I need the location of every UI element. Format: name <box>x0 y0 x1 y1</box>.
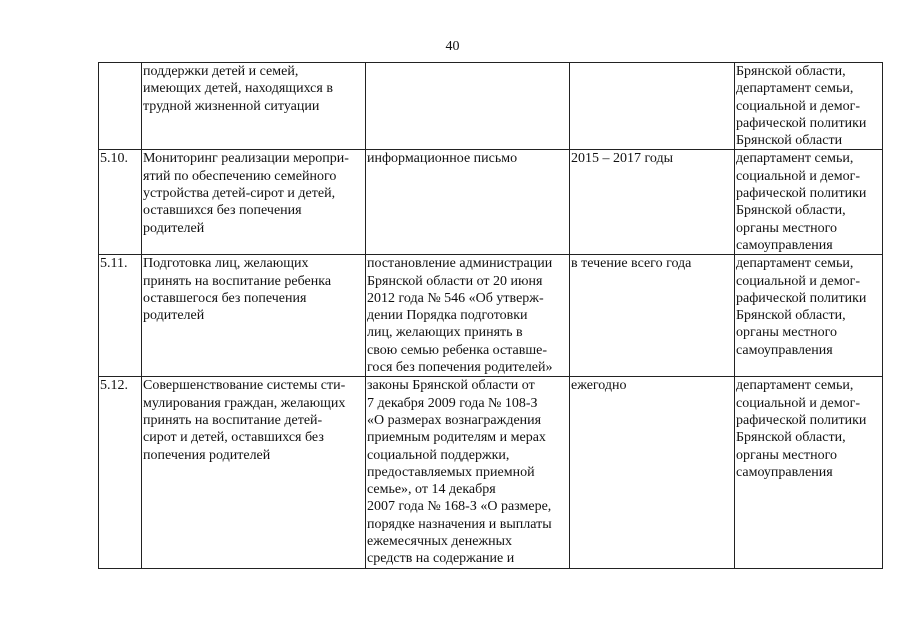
cell-responsible-line: самоуправления <box>736 342 833 358</box>
cell-responsible-line: департамент семьи, <box>736 151 854 167</box>
cell-responsible-line: Брянской области, <box>736 203 846 219</box>
cell-responsible-line: органы местного <box>736 447 837 463</box>
cell-responsible-line: социальной и демог- <box>736 98 860 114</box>
cell-name-line: Совершенствование системы сти- <box>143 378 346 394</box>
cell-number <box>99 377 142 568</box>
cell-responsible-line: социальной и демог- <box>736 395 860 411</box>
cell-term-text: в течение всего года <box>571 256 692 272</box>
cell-document-line: лиц, желающих принять в <box>367 325 523 341</box>
cell-name-line: оставшегося без попечения <box>143 290 307 306</box>
cell-document-line: постановление администрации <box>367 256 553 272</box>
table-row <box>99 63 883 150</box>
cell-responsible-line: Брянской области, <box>736 430 846 446</box>
cell-name-line: сирот и детей, оставшихся без <box>143 430 324 446</box>
cell-document-line: Брянской области от 20 июня <box>367 273 543 289</box>
cell-document-line: 7 декабря 2009 года № 108-З <box>367 395 538 411</box>
cell-responsible-line: департамент семьи, <box>736 256 854 272</box>
cell-document-line: приемным родителям и мерах <box>367 430 546 446</box>
cell-responsible <box>735 255 883 377</box>
cell-document-line: гося без попечения родителей» <box>367 360 553 376</box>
cell-name <box>142 377 366 568</box>
cell-term-text: 2015 – 2017 годы <box>571 151 674 167</box>
cell-name-line: мулирования граждан, желающих <box>143 395 346 411</box>
cell-name-line: Мониторинг реализации меропри- <box>143 151 349 167</box>
cell-document <box>366 150 570 255</box>
cell-name-line: принять на воспитание ребенка <box>143 273 332 289</box>
cell-term <box>570 255 735 377</box>
cell-document-line: социальной поддержки, <box>367 447 510 463</box>
cell-term <box>570 63 735 150</box>
cell-document-line: ежемесячных денежных <box>367 534 513 550</box>
cell-responsible-line: рафической политики <box>736 290 867 306</box>
cell-responsible-line: органы местного <box>736 325 837 341</box>
table-row <box>99 150 883 255</box>
cell-name-line: поддержки детей и семей, <box>143 64 299 79</box>
cell-responsible-line: Брянской области, <box>736 64 846 79</box>
page-number: 40 <box>445 39 460 54</box>
cell-document-line: 2012 года № 546 «Об утверж- <box>367 290 544 306</box>
cell-document <box>366 377 570 568</box>
cell-name-line: трудной жизненной ситуации <box>143 98 320 114</box>
cell-document-line: 2007 года № 168-З «О размере, <box>367 499 552 515</box>
cell-document-line: законы Брянской области от <box>367 378 535 394</box>
cell-responsible-line: Брянской области, <box>736 308 846 324</box>
cell-document-line: дении Порядка подготовки <box>367 308 528 324</box>
cell-name-line: имеющих детей, находящихся в <box>143 81 333 97</box>
cell-name <box>142 255 366 377</box>
cell-term <box>570 150 735 255</box>
cell-term-text: ежегодно <box>571 378 627 394</box>
cell-responsible-line: органы местного <box>736 220 837 236</box>
cell-document-line: средств на содержание и <box>367 551 515 567</box>
cell-responsible-line: самоуправления <box>736 237 833 253</box>
cell-responsible-line: департамент семьи, <box>736 378 854 394</box>
cell-name-line: родителей <box>143 220 205 236</box>
cell-responsible-line: рафической политики <box>736 186 867 202</box>
cell-name-line: ятий по обеспечению семейного <box>143 168 337 184</box>
cell-name-line: устройства детей-сирот и детей, <box>143 186 336 202</box>
cell-responsible-line: социальной и демог- <box>736 168 860 184</box>
cell-number <box>99 150 142 255</box>
cell-name-line: оставшихся без попечения <box>143 203 302 219</box>
cell-name <box>142 150 366 255</box>
cell-number-text: 5.12. <box>100 378 128 394</box>
cell-number <box>99 255 142 377</box>
cell-name <box>142 63 366 150</box>
cell-responsible <box>735 63 883 150</box>
cell-document-line: предоставляемых приемной <box>367 464 535 480</box>
cell-responsible-line: департамент семьи, <box>736 81 854 97</box>
cell-document-line: «О размерах вознаграждения <box>367 412 542 428</box>
cell-responsible-line: рафической политики <box>736 412 867 428</box>
cell-term <box>570 377 735 568</box>
cell-name-line: Подготовка лиц, желающих <box>143 256 309 272</box>
cell-document-line: информационное письмо <box>367 151 518 167</box>
cell-document <box>366 255 570 377</box>
cell-responsible-line: рафической политики <box>736 115 867 131</box>
cell-name-line: родителей <box>143 308 205 324</box>
table-row <box>99 255 883 377</box>
cell-document-line: семье», от 14 декабря <box>367 482 496 498</box>
cell-responsible-line: социальной и демог- <box>736 273 860 289</box>
cell-responsible-line: Брянской области <box>736 133 843 149</box>
measures-table <box>98 62 883 569</box>
table-body <box>99 63 883 569</box>
cell-document-line: свою семью ребенка оставше- <box>367 342 547 358</box>
cell-number-text: 5.10. <box>100 151 128 167</box>
cell-responsible <box>735 150 883 255</box>
cell-number <box>99 63 142 150</box>
cell-document-line: порядке назначения и выплаты <box>367 516 552 532</box>
cell-responsible <box>735 377 883 568</box>
cell-name-line: попечения родителей <box>143 447 271 463</box>
cell-name-line: принять на воспитание детей- <box>143 412 323 428</box>
cell-responsible-line: самоуправления <box>736 464 833 480</box>
cell-number-text: 5.11. <box>100 256 128 272</box>
table-row <box>99 377 883 568</box>
cell-document <box>366 63 570 150</box>
